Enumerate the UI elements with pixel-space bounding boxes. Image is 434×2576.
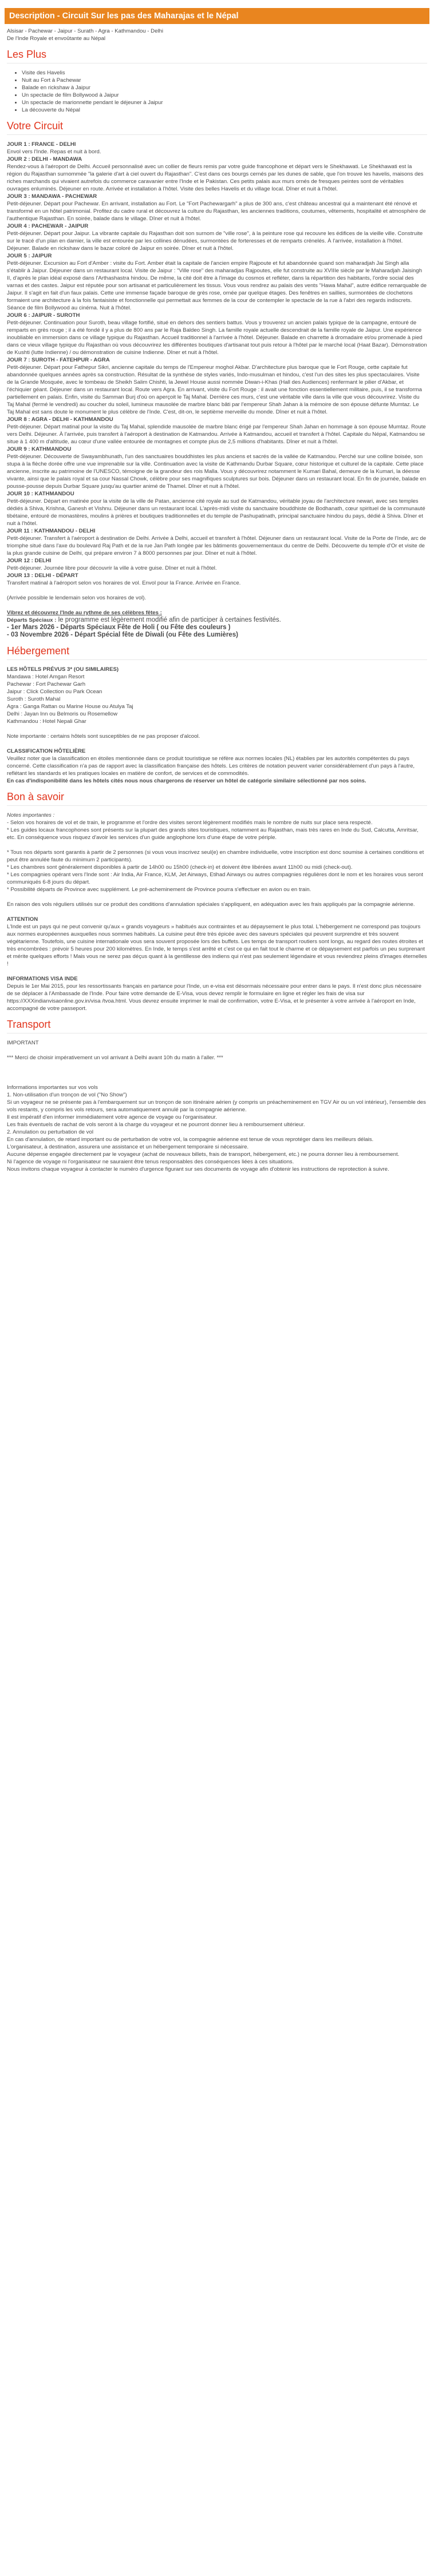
day-title: JOUR 4 : PACHEWAR - JAIPUR [7, 223, 89, 229]
day-text: Petit-déjeuner. Départ pour Jaipur. La vibrante capitale du Rajasthan doit son surnom de "ville rose", à la peinture rose qui recouvre les édifices de la vieille ville. Construite sur le tracé d'un plan en damier, la ville est entourée par les collines dénudées, surmontées de forteresses et de remparts crénelés. À l'arrivée, installation à l'hôtel. Déjeuner. Balade en rickshaw dans le bazar coloré de Jaipur en soirée. Dîner et nuit à l'hôtel. [7, 230, 423, 252]
classification-text: Veuillez noter que la classification en étoiles mentionnée dans ce produit touristique se réfère aux normes locales (NL) établies par les autorités compétentes du pays concerné. Cette classification n'a pas de rapport avec la classification française des hôtels. Les critères de notation peuvent varier considérablement d'un pays à l'autre, reflétant les standards et les pratiques locales en matière de confort, de services et de commodités. [7, 756, 415, 777]
section-title-hebergement: Hébergement [7, 645, 427, 660]
day-title: JOUR 5 : JAIPUR [7, 253, 52, 259]
transport-important: IMPORTANT [7, 1040, 39, 1046]
flight-info-paragraph: Il est impératif d'en informer immédiatement votre agence de voyage ou l'organisateur. [7, 1114, 217, 1120]
departures-heading: Vibrez et découvrez l'Inde au rythme de ses célèbres fêtes : [7, 610, 162, 616]
day-block [7, 252, 427, 312]
day-title: JOUR 9 : KATHMANDOU [7, 446, 72, 452]
itinerary [7, 141, 427, 587]
section-title-transport: Transport [7, 1018, 427, 1033]
intro [7, 27, 427, 42]
day-block [7, 527, 427, 557]
savoir-cancel: En raison des vols réguliers utilisés sur ce produit des conditions d'annulation spéciales s'appliquent, en adéquation avec les frais appliqués par la compagnie aérienne. [7, 901, 415, 908]
departures-text: le programme est légèrement modifié afin de participer à certaines festivités. [56, 617, 281, 623]
savoir-note: * Les guides locaux francophones sont présents sur la plupart des grands sites touristiques, notamment au Rajasthan, mais très rares en Inde du Sud, Calcutta, Amritsar, etc. En conséquence vous risquez d'avoir les services d'un guide anglophone lors d'une étape de votre périple. [7, 827, 419, 841]
day-text: Transfert matinal à l'aéroport selon vos horaires de vol. Envol pour la France. Arrivée en France. [7, 580, 241, 586]
savoir-note: * Les chambres sont généralement disponibles à partir de 14h00 ou 15h00 (check-in) et doivent être libérées avant 11h00 ou midi (check-out). [7, 864, 353, 870]
day-block [7, 222, 427, 252]
plus-item: • Un spectacle de marionnette pendant le déjeuner à Jaipur [22, 99, 427, 106]
visa-text: Depuis le 1er Mai 2015, pour les ressortissants français en partance pour l'Inde, un e-visa est désormais nécessaire pour entrer dans le pays. Il n'est donc plus nécessaire de se déplacer à l'Ambassade de l'Inde. Pour faire votre demande de E-Visa, vous devez remplir le formulaire en ligne et régler les frais de visa sur https://XXXindianvisaonline.gov.in/visa /tvoa.html. Vous devrez ensuite imprimer le mail de confirmation, votre E-Visa, et le présenter à votre arrivée à l'aéroport en Inde, accompagné de votre passeport. [7, 983, 422, 1012]
flight-info-paragraph: Ni l'agence de voyage ni l'organisateur ne sauraient être tenus responsables des conséquences liées à ces situations. [7, 1159, 294, 1165]
plus-item: • Visite des Havelis [22, 69, 427, 77]
hotels-heading: LES HÔTELS PRÉVUS 3* (OU SIMILAIRES) [7, 666, 119, 673]
day-text: Petit-déjeuner. Continuation pour Suroth, beau village fortifié, situé en dehors des sentiers battus. Vous y trouverez un ancien palais typique de la campagne, entouré de remparts en grès rouge ; il a été fondé il y a plus de 800 ans par le Raja Baldeo Singh. La famille royale actuelle descendrait de la famille royale de Jaipur. Une expérience inoubliable en immersion dans ce village typique du Rajasthan. Accueil traditionnel à l'arrivée à l'hôtel. Déjeuner. Balade en charrette à dromadaire et/ou promenade à pied dans ce vieux village typique du Rajasthan où vous découvrirez les différentes boutiques d'artisanat tout puis retour à l'hôtel par le marché local (Haat Bazar). Démonstration de Kushti (lutte Indienne) / ou démonstration de cuisine Indienne. Dîner et nuit à l'hôtel. [7, 320, 427, 356]
classification-heading: CLASSIFICATION HÔTELIÈRE [7, 748, 86, 754]
day-title: JOUR 11 : KATHMANDOU - DELHI [7, 528, 96, 534]
savoir-note: * Tous nos départs sont garantis à partir de 2 personnes (si vous vous inscrivez seul(e) en chambre individuelle, votre inscription est donc soumise à certaines conditions et peut être annulée faute du minimum 2 participants). [7, 849, 424, 863]
day-block [7, 572, 427, 587]
hotels-list [7, 673, 427, 725]
day-text: Petit-déjeuner. Départ matinal pour la visite du Taj Mahal, splendide mausolée de marbre blanc érigé par l'empereur Shah Jahan en hommage à son épouse Mumtaz. Route vers Delhi. Déjeuner. À l'arrivée, puis transfert à l'aéroport à destination de Katmandou. Arrivée à Katmandou, accueil et transfert à l'hôtel. Capitale du Népal, Katmandou se situe à 1 400 m d'altitude, au cœur d'une vallée entourée de montagnes et compte plus de 2,5 millions d'habitants. Dîner et nuit à l'hôtel. [7, 424, 426, 445]
plus-item: • La découverte du Népal [22, 106, 427, 114]
day-block [7, 356, 427, 416]
visa-heading: INFORMATIONS VISA INDE [7, 976, 78, 982]
day-title: JOUR 2 : DELHI - MANDAWA [7, 156, 82, 162]
day-text: Petit-déjeuner. Départ en matinée pour la visite de la ville de Patan, ancienne cité royale au sud de Katmandou, véritable joyau de l'architecture newari, avec ses temples dédiés à Shiva, Krishna, Ganesh et Vishnu. Déjeuner dans un restaurant local. L'après-midi visite du sanctuaire bouddhiste de Bodhanath, cœur spirituel de la communauté tibétaine, entouré de monastères, moulins à prières et boutiques traditionnelles et du temple de Pashupatinath, principal sanctuaire hindou du pays, dédié à Shiva. Dîner et nuit à l'hôtel. [7, 498, 425, 527]
plus-item: • Nuit au Fort à Pachewar [22, 77, 427, 84]
day-title: JOUR 12 : DELHI [7, 558, 52, 564]
flight-info-paragraph: 2. Annulation ou perturbation de vol [7, 1129, 93, 1135]
flight-info-paragraph: Si un voyageur ne se présente pas à l'embarquement sur un tronçon de son itinéraire aérien (y compris un préacheminement en TGV Air ou un vol intérieur), l'ensemble des vols restants, y compris les vols retours, sera automatiquement annulé par la compagnie aérienne. [7, 1099, 426, 1113]
day-block [7, 141, 427, 156]
departures-intro [7, 617, 427, 624]
attention-text: L'Inde est un pays qui ne peut convenir qu'aux « grands voyageurs » habitués aux contraintes et au dépaysement le plus total. L'hébergement ne correspond pas toujours aux normes européennes auxquelles nous sommes habitués. La cuisine peut être très épicée avec des saveurs spéciales qui peuvent surprendre et très souvent végétarienne. Toutefois, une cuisine internationale vous sera souvent proposée lors des buffets. Les temps de transport routiers sont longs, au regard des routes étroites et très encombrées : prévoir 5 heures pour 200 kilomètres. En Inde, le temps s'est arrêté et c'est ce qui en fait tout le charme et ce dépaysement est parfois un peu surprenant et mérite quelques efforts ! Mais vous ne serez pas déçus quant à la gentillesse des indiens qui n'est pas seulement légendaire et vous reviendrez pleins d'images éternelles ! [7, 924, 427, 967]
flight-info-paragraph: Nous invitons chaque voyageur à contacter le numéro d'urgence figurant sur ses documents de voyage afin d'obtenir les instructions de reprotection à suivre. [7, 1166, 389, 1172]
hotel-item: Suroth : Suroth Mahal [7, 696, 61, 702]
day-block [7, 490, 427, 527]
departure-date-holi: - 1er Mars 2026 - Départs Spéciaux Fête de Holi ( ou Fête des couleurs ) [7, 624, 231, 631]
hotel-item: Agra : Ganga Rattan ou Marine House ou Atulya Taj [7, 703, 133, 710]
section-title-savoir: Bon à savoir [7, 790, 427, 806]
day-title: JOUR 13 : DELHI - DÉPART [7, 573, 78, 579]
departures-label: Départs Spéciaux : [7, 617, 57, 623]
savoir-notes [7, 819, 427, 893]
hotel-item: Pachewar : Fort Pachewar Garh [7, 681, 86, 687]
section-title-circuit: Votre Circuit [7, 120, 427, 135]
hotel-item: Jaipur : Click Collection ou Park Ocean [7, 689, 102, 695]
plus-item: • Balade en rickshaw à Jaipur [22, 84, 427, 92]
hotel-item: Mandawa : Hotel Amgan Resort [7, 674, 85, 680]
day-text: Petit-déjeuner. Départ pour Fathepur Sikri, ancienne capitale du temps de l'Empereur moghol Akbar. D'architecture plus baroque que le Fort Rouge, cette capitale fut abandonnée quelques années après sa construction. Résultat de la synthèse de styles variés, Indo-musulman et hindou, c'est l'un des sites les plus spectaculaires. Visite de la Grande Mosquée, avec le tombeau de Sheikh Salim Chishti, la Jewel House aussi nommée Diwan-i-Khas (Hall des Audiences) renfermant le pilier d'Akbar, et l'échiquier géant. Déjeuner dans un restaurant local. Route vers Agra. En arrivant, visite du Fort Rouge : il avait une fonction essentiellement militaire, puis, il se transforma partiellement en palais. Enfin, visite du Samman Burj d'où on aperçoit le Taj Mahal. Derrière ces murs, c'est une véritable ville dans la ville que vous découvrirez. Visite du Taj Mahal (fermé le vendredi) au coucher du soleil, lumineux mausolée de marbre blanc bâti par l'empereur Shah Jahan à la mémoire de son épouse défunte Mumtaz. Le Taj Mahal est sans doute le monument le plus célèbre de l'Inde. C'est, dit-on, le septième merveille du monde. Dîner et nuit à l'hôtel. [7, 364, 422, 415]
day-block [7, 156, 427, 193]
day-text: Envol vers l'Inde. Repas et nuit à bord. [7, 149, 101, 155]
transport-note: *** Merci de choisir impérativement un vol arrivant à Delhi avant 10h du matin à l'aller. *** [7, 1055, 223, 1061]
day-title: JOUR 6 : JAIPUR - SUROTH [7, 312, 80, 319]
day-text: Petit-déjeuner. Découverte de Swayambhunath, l'un des sanctuaires bouddhistes les plus anciens et sacrés de la vallée de Katmandou. Perché sur une colline boisée, son stupa à la flèche dorée offre une vue imprenable sur la ville. Continuation avec la visite de Kathmandu Durbar Square, cœur historique et culturel de la capitale. Cette place ancienne, inscrite au patrimoine de l'UNESCO, témoigne de la grandeur des rois Malla. Vous y découvrirez notamment le Kumari Bahal, demeure de la Kumari, la déesse vivante, ainsi que le palais royal et sa cour Nassal Chowk, célèbre pour ses magnifiques sculptures sur bois. Déjeuner dans un restaurant local. En fin de journée, balade en pousse-pousse depuis Durbar Square jusqu'au quartier animé de Thamel. Dîner et nuit à l'hôtel. [7, 454, 427, 490]
flight-info [7, 1091, 427, 1173]
day-block [7, 193, 427, 222]
page-title-banner: Description - Circuit Sur les pas des Maharajas et le Népal [5, 8, 429, 24]
day-text: Petit-déjeuner. Journée libre pour découvrir la ville à votre guise. Dîner et nuit à l'hôtel. [7, 565, 217, 571]
intro-tagline: De l'Inde Royale et envoûtante au Népal [7, 35, 105, 42]
departure-date-diwali: - 03 Novembre 2026 - Départ Spécial fête de Diwali (ou Fête des Lumières) [7, 631, 238, 638]
savoir-note: * Les compagnies opérant vers l'Inde sont : Air India, Air France, KLM, Jet Airways, Etihad Airways ou autres compagnies régulières dont le nom et les horaires vous seront communiqués 6-8 jours du départ. [7, 872, 424, 885]
day-block [7, 312, 427, 356]
day-title: JOUR 1 : FRANCE - DELHI [7, 141, 76, 148]
day-text: Rendez-vous à l'aéroport de Delhi. Accueil personnalisé avec un collier de fleurs remis par votre guide francophone et départ vers le Shekhawati. Le Shekhawati est la région du Rajasthan surnommée "la galerie d'art à ciel ouvert du Rajasthan". C'est dans ces bourgs cernés par les dunes de sable, que l'on trouve les havelis, maisons des riches marchands qui vivaient autrefois du commerce caravanier entre l'Inde et le Pakistan. Ces petits palais aux murs ornés de fresques peintes sont de véritables ouvrages enluminés. Déjeuner en route. Arrivée et installation à l'hôtel. Visite des belles Havelis et du village local. Dîner et nuit à l'hôtel. [7, 164, 424, 192]
hotels-note: Note importante : certains hôtels sont susceptibles de ne pas proposer d'alcool. [7, 733, 200, 740]
classification-bold: En cas d'indisponibilité dans les hôtels cités nous nous chargerons de réserver un hôtel de catégorie similaire sélectionné par nos soins. [7, 778, 366, 784]
flight-info-paragraph: Aucune dépense engagée directement par le voyageur (achat de nouveaux billets, frais de transport, hébergement, etc.) ne pourra donner lieu à remboursement. [7, 1151, 400, 1158]
savoir-note: * Possibilité départs de Province avec supplément. Le pré-acheminement de Province pourra s'effectuer en avion ou en train. [7, 887, 311, 893]
day-block [7, 557, 427, 572]
attention-heading: ATTENTION [7, 916, 38, 923]
day-title: JOUR 8 : AGRA - DELHI - KATHMANDOU [7, 416, 113, 423]
plus-list [7, 69, 427, 114]
day-text: Petit-déjeuner. Excursion au Fort d'Amber : visite du Fort. Amber était la capitale de l'ancien empire Rajpoute et fut abandonnée quand son maharadjah Jai Singh alla s'établir à Jaipur. Déjeuner dans un restaurant local. Visite de Jaipur : "Ville rose" des maharadjas Rajpoutes, elle fut construite au XVIIIe siècle par le Maharadjah Jaisingh II, d'après le plan idéal exposé dans l'Arthashastra hindou. De même, la cité doit être à l'image du cosmos et refléter, dans la répartition des habitants, l'ordre social des varnas et des castes. Jaipur est réputée pour son artisanat et particulièrement les tissus. Vous vous rendrez au palais des vents "Hawa Mahal", autre édifice remarquable de Jaipur. Il s'agit en fait d'un faux palais. Cette une immense façade baroque de grès rose, ornée par quelque étages. Des fenêtres en saillies, surmontées de clochetons formaient une architecture à la fois fantaisiste et fonctionnelle qui permettait aux femmes de la cour de contempler le spectacle de la rue à l'abri des regards indiscrets. Séance de film Bollywood au cinéma. Nuit à l'hôtel. [7, 260, 427, 311]
flight-info-paragraph: 1. Non-utilisation d'un tronçon de vol ("No Show") [7, 1092, 127, 1098]
flight-info-paragraph: L'organisateur, à destination, assurera une assistance et un hébergement temporaire si nécessaire. [7, 1144, 249, 1150]
day-block [7, 446, 427, 490]
flight-info-heading: Informations importantes sur vos vols [7, 1084, 98, 1091]
flight-info-paragraph: Les frais éventuels de rachat de vols seront à la charge du voyageur et ne pourront donner lieu à remboursement ultérieur. [7, 1122, 305, 1128]
day-title: JOUR 7 : SUROTH - FATEHPUR - AGRA [7, 357, 110, 363]
hotel-item: Kathmandou : Hotel Nepali Ghar [7, 718, 86, 725]
plus-item: • Un spectacle de film Bollywood à Jaipur [22, 92, 427, 99]
page [0, 0, 434, 1173]
savoir-note: - Selon vos horaires de vol et de train, le programme et l'ordre des visites seront légèrement modifiés mais le nombre de nuits sur place sera respecté. [7, 820, 373, 826]
section-title-plus: Les Plus [7, 48, 427, 63]
intro-route: Alsisar - Pachewar - Jaipur - Surath - Agra - Kathmandou - Delhi [7, 28, 163, 34]
savoir-intro: Notes importantes : [7, 812, 55, 818]
day-text: Petit-déjeuner. Transfert à l'aéroport à destination de Delhi. Arrivée à Delhi, accueil et transfert à l'hôtel. Déjeuner dans un restaurant local. Visite de la Porte de l'Inde, arc de triomphe situé dans l'axe du boulevard Raj Path et de la rue Jan Path longée par les bâtiments gouvernementaux du centre de Delhi. Découverte du temple d'Or et visite de la plus grande cuisine de Delhi, qui prépare environ 7 à 8000 personnes par jour. Dîner et nuit à l'hôtel. [7, 535, 427, 556]
hotel-item: Delhi : Jayan Inn ou Belmoris ou Rosemellow [7, 711, 118, 717]
flight-info-paragraph: En cas d'annulation, de retard important ou de perturbation de votre vol, la compagnie aérienne est tenue de vous reprotéger dans les meilleurs délais. [7, 1136, 374, 1143]
day-title: JOUR 3 : MANDAWA - PACHEWAR [7, 193, 97, 200]
day-title: JOUR 10 : KATHMANDOU [7, 491, 74, 497]
circuit-note: (Arrivée possible le lendemain selon vos horaires de vol). [7, 595, 147, 601]
day-block [7, 416, 427, 446]
day-text: Petit-déjeuner. Départ pour Pachewar. En arrivant, installation au Fort. Le "Fort Pachewargarh" a plus de 300 ans, c'est château ancestral qui a maintenant été rénové et transformé en un hôtel patrimonial. Profitez du cadre rural et découvrez la culture du Rajasthan, les anciennes traditions, coutumes, vêtements, hospitalité et atmosphère de l'authentique Rajasthan. En soirée, balade dans le village. Dîner et nuit à l'hôtel. [7, 201, 426, 222]
